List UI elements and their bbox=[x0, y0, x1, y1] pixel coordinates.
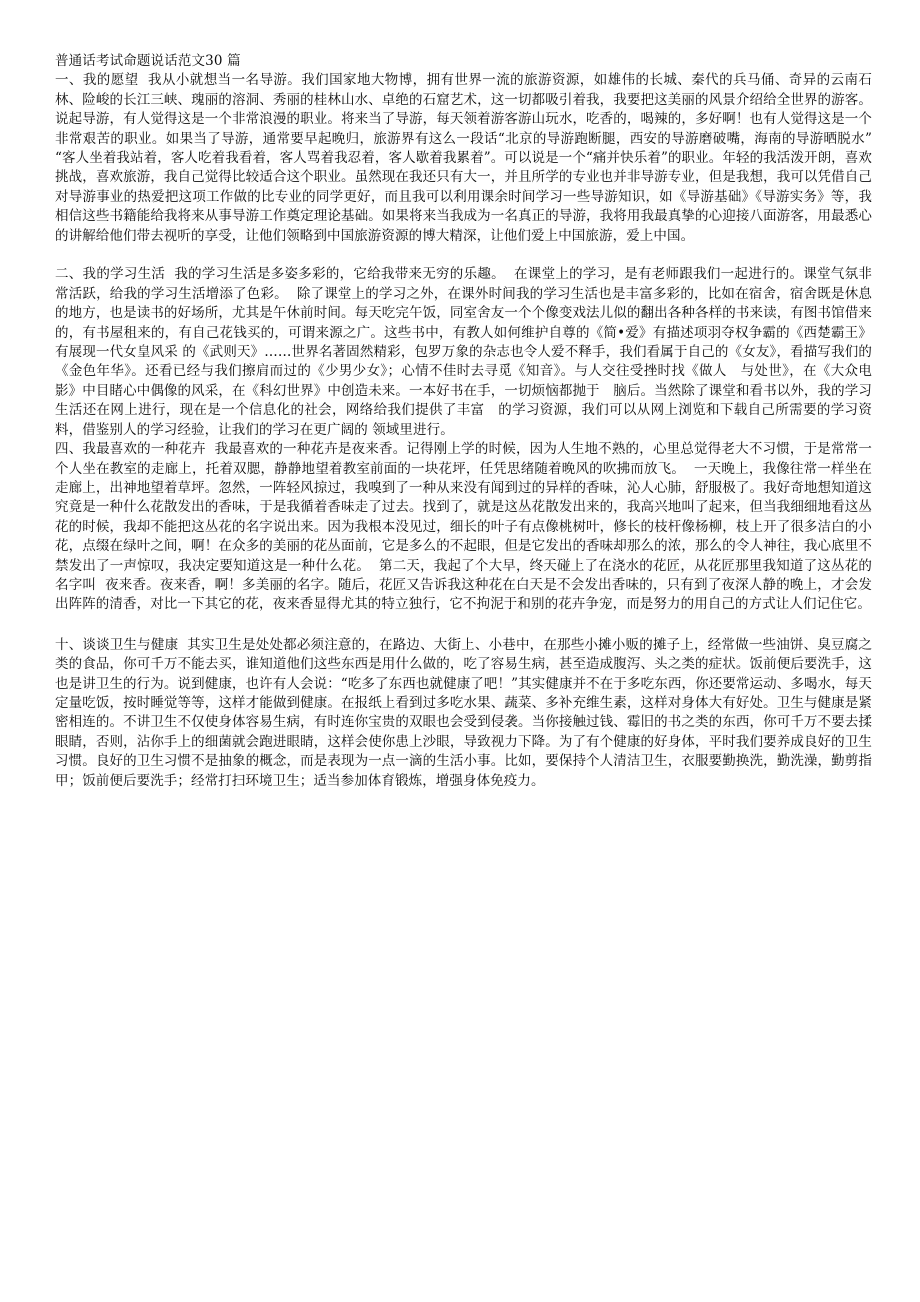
essay-paragraph-hygiene-and-health: 十、谈谈卫生与健康 其实卫生是处处都必须注意的，在路边、大街上、小巷中，在那些小摊小贩的摊子上，经常做一些油饼、臭豆腐之类的食品，你可千万不能去买，谁知道他们这些东西是用什么做的，吃了容易生病，甚至造成腹泻、头之类的症状。饭前便后要洗手，这也是讲卫生的行为。说到健康，也许有人会说：“吃多了东西也就健康了吧！”其实健康并不在于多吃东西，你还要常运动、多喝水，每天定量吃饭，按时睡觉等等，这样才能做到健康。在报纸上看到过多吃水果、蔬菜、多补充维生素，这样对身体大有好处。卫生与健康是紧密相连的。不讲卫生不仅使身体容易生病，有时连你宝贵的双眼也会受到侵袭。当你接触过钱、霉旧的书之类的东西，你可千万不要去揉眼睛，否则，沾你手上的细菌就会跑进眼睛，这样会使你患上沙眼，导致视力下降。为了有个健康的好身体，平时我们要养成良好的卫生习惯。良好的卫生习惯不是抽象的概念，而是表现为一点一滴的生活小事。比如，要保持个人清洁卫生，衣服要勤换洗，勤洗澡，勤剪指甲；饭前便后要洗手；经常打扫环境卫生；适当参加体育锻炼，增强身体免疫力。 bbox=[55, 636, 872, 789]
essay-paragraph-my-study-life: 二、我的学习生活 我的学习生活是多姿多彩的，它给我带来无穷的乐趣。 在课堂上的学习，是有老师跟我们一起进行的。课堂气氛非常活跃，给我的学习生活增添了色彩。 除了课堂上的学习之外，在课外时间我的学习生活也是丰富多彩的，比如在宿舍，宿舍既是休息的地方，也是读书的好场所，尤其是午休前时间。每天吃完午饭，同室舍友一个个像变戏法儿似的翻出各种各样的书来读，有图书馆借来的，有书屋租来的，有自己花钱买的，可谓来源之广。这些书中，有教人如何维护自尊的《简•爱》有描述项羽夺权争霸的《西楚霸王》有展现一代女皇风采 的《武则天》……世界名著固然精彩，包罗万象的杂志也令人爱不释手，我们看属于自己的《女友》，看描写我们的《金色年华》。还看已经与我们擦肩而过的《少男少女》；心情不佳时去寻觅《知音》。与人交往受挫时找《做人 与处世》，在《大众电影》中目睹心中偶像的风采，在《科幻世界》中创造未来。一本好书在手，一切烦恼都抛于 脑后。当然除了课堂和看书以外，我的学习生活还在网上进行，现在是一个信息化的社会，网络给我们提供了丰富 的学习资源，我们可以从网上浏览和下载自己所需要的学习资料，借鉴别人的学习经验，让我们的学习在更广阔的 领域里进行。 bbox=[55, 266, 872, 438]
essay-paragraph-my-favorite-flower: 四、我最喜欢的一种花卉 我最喜欢的一种花卉是夜来香。记得刚上学的时候，因为人生地不熟的，心里总觉得老大不习惯，于是常常一个人坐在教室的走廊上，托着双腮，静静地望着教室前面的一块花坪，任凭思绪随着晚风的吹拂而放飞。 一天晚上，我像往常一样坐在走廊上，出神地望着草坪。忽然，一阵轻风掠过，我嗅到了一种从来没有闻到过的异样的香味，沁人心肺，舒服极了。我好奇地想知道这究竟是一种什么花散发出的香味，于是我循着香味走了过去。找到了，就是这丛花散发出来的，我高兴地叫了起来，但当我细细地看这丛花的时候，我却不能把这丛花的名字说出来。因为我根本没见过，细长的叶子有点像桃树叶，修长的枝杆像杨柳，枝上开了很多洁白的小花，点缀在绿叶之间，啊！在众多的美丽的花丛面前，它是多么的不起眼，但是它发出的香味却那么的浓，那么的令人神往，我心底里不禁发出了一声惊叹，我决定要知道这是一种什么花。 第二天，我起了个大早，终天碰上了在浇水的花匠，从花匠那里我知道了这丛花的名字叫 夜来香。夜来香，啊！多美丽的名字。随后，花匠又告诉我这种花在白天是不会发出香味的，只有到了夜深人静的晚上，才会发出阵阵的清香，对比一下其它的花，夜来香显得尤其的特立独行，它不拘泥于和别的花卉争宠，而是努力的用自己的方式让人们记住它。 bbox=[55, 441, 872, 613]
document-title: 普通话考试命题说话范文30 篇 bbox=[55, 53, 241, 69]
paragraph-spacer bbox=[55, 246, 872, 265]
essay-paragraph-my-wish: 一、我的愿望 我从小就想当一名导游。我们国家地大物博，拥有世界一流的旅游资源，如雄伟的长城、秦代的兵马俑、奇异的云南石林、险峻的长江三峡、瑰丽的溶洞、秀丽的桂林山水、卓绝的石窟艺术，这一切都吸引着我，我要把这美丽的风景介绍给全世界的游客。说起导游，有人觉得这是一个非常浪漫的职业。将来当了导游，每天领着游客游山玩水，吃香的，喝辣的，多好啊！也有人觉得这是一个非常艰苦的职业。如果当了导游，通常要早起晚归，旅游界有这么一段话“北京的导游跑断腿，西安的导游磨破嘴，海南的导游晒脱水”“客人坐着我站着，客人吃着我看着，客人骂着我忍着，客人歇着我累着”。可以说是一个“痛并快乐着”的职业。年轻的我活泼开朗，喜欢挑战，喜欢旅游，我自己觉得比较适合这个职业。虽然现在我还只有大一，并且所学的专业也并非导游专业，但是我想，我可以凭借自己对导游事业的热爱把这项工作做的比专业的同学更好，而且我可以利用课余时间学习一些导游知识，如《导游基础》《导游实务》等，我相信这些书籍能给我将来从事导游工作奠定理论基础。如果将来当我成为一名真正的导游，我将用我最真挚的心迎接八面游客，用最悉心的讲解给他们带去视听的享受，让他们领略到中国旅游资源的博大精深，让他们爱上中国旅游，爱上中国。 bbox=[55, 72, 872, 244]
paragraph-spacer bbox=[55, 615, 872, 636]
page-bottom-whitespace bbox=[55, 791, 872, 911]
